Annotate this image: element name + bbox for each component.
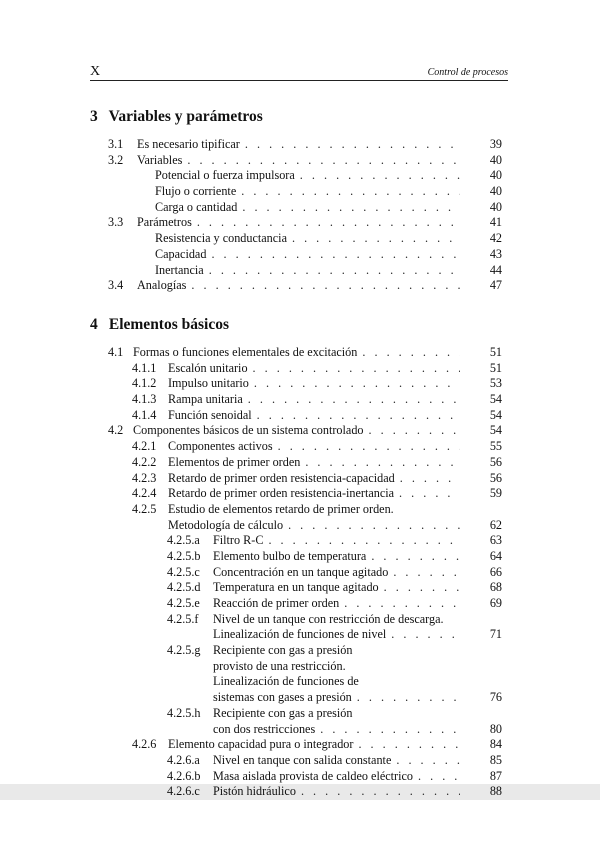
dot-leader (288, 518, 460, 534)
toc-entry-number: 4.1 (108, 345, 124, 359)
dot-leader (399, 486, 460, 502)
toc-entry-page: 47 (489, 278, 502, 293)
dot-leader (344, 596, 460, 612)
dot-leader (391, 627, 460, 643)
toc-entry (0, 596, 600, 612)
dot-leader (418, 769, 460, 785)
toc-entry-title: Nivel en tanque con salida constante (213, 752, 392, 767)
toc-entry-title: Componentes activos (168, 439, 273, 454)
toc-entry (0, 168, 600, 184)
toc-entry-number: 3.3 (108, 215, 124, 230)
toc-entry-number: 4.2.5.a (167, 533, 200, 548)
dot-leader (211, 247, 460, 263)
dot-leader (371, 549, 460, 565)
chapter-3-toc (0, 137, 600, 294)
toc-entry-title: Inertancia (155, 262, 204, 277)
toc-entry-title: Reacción de primer orden (213, 596, 340, 610)
dot-leader (241, 184, 460, 200)
toc-entry-page: 87 (489, 768, 502, 783)
toc-entry-page: 68 (489, 580, 502, 595)
toc-entry (0, 706, 600, 722)
toc-entry-number: 3.1 (108, 137, 124, 151)
toc-entry (0, 627, 600, 643)
toc-entry (0, 392, 600, 408)
toc-entry-page: 39 (489, 137, 502, 151)
toc-entry-title: Estudio de elementos retardo de primer orden. (168, 501, 394, 516)
dot-leader (257, 408, 460, 424)
toc-entry-title: Es necesario tipificar (137, 137, 240, 151)
dot-leader (320, 722, 460, 738)
toc-entry-number: 4.2.5.c (167, 564, 200, 579)
toc-entry-number: 4.2.5.b (167, 548, 201, 563)
toc-entry (0, 580, 600, 596)
toc-entry-number: 4.2.2 (132, 454, 157, 469)
toc-entry-number: 4.2.5.e (167, 596, 200, 610)
toc-entry (0, 278, 600, 294)
toc-entry-page: 59 (489, 486, 502, 501)
toc-entry-number: 4.2.3 (132, 470, 157, 485)
toc-entry (0, 549, 600, 565)
toc-entry-number: 4.2.4 (132, 486, 157, 501)
toc-entry-page: 53 (489, 376, 502, 391)
dot-leader (253, 361, 460, 377)
toc-entry-page: 66 (489, 564, 502, 579)
dot-leader (278, 439, 460, 455)
toc-entry-page: 51 (489, 360, 502, 375)
toc-entry-number: 4.1.1 (132, 360, 157, 375)
dot-leader (248, 392, 460, 408)
toc-entry (0, 345, 600, 361)
dot-leader (292, 231, 460, 247)
toc-entry-title: Analogías (137, 278, 187, 293)
toc-entry-page: 43 (489, 246, 502, 261)
toc-entry-page: 63 (489, 533, 502, 548)
dot-leader (187, 153, 460, 169)
toc-entry (0, 643, 600, 659)
toc-entry-title: con dos restricciones (213, 721, 316, 736)
toc-entry-page: 44 (489, 262, 502, 277)
toc-entry-page: 40 (489, 199, 502, 214)
dot-leader (300, 168, 460, 184)
toc-entry-title: Concentración en un tanque agitado (213, 564, 389, 579)
dot-leader (301, 784, 460, 800)
toc-entry-page: 64 (489, 548, 502, 563)
dot-leader (369, 423, 460, 439)
toc-entry-title: Resistencia y conductancia (155, 231, 287, 246)
dot-leader (400, 471, 460, 487)
toc-entry-title: sistemas con gases a presión (213, 690, 352, 705)
toc-entry-number: 4.2.6.b (167, 768, 201, 783)
toc-entry-title: Linealización de funciones de (213, 674, 359, 689)
toc-entry (0, 737, 600, 753)
dot-leader (209, 263, 460, 279)
toc-entry-number: 3.2 (108, 152, 124, 167)
toc-entry (0, 533, 600, 549)
toc-entry-title: Potencial o fuerza impulsora (155, 168, 295, 183)
toc-entry-title: Impulso unitario (168, 376, 249, 391)
toc-entry (0, 263, 600, 279)
dot-leader (384, 580, 460, 596)
toc-entry-title: Formas o funciones elementales de excitación (133, 345, 358, 359)
toc-entry-page: 55 (489, 439, 502, 454)
toc-entry (0, 565, 600, 581)
toc-entry-page: 54 (489, 423, 502, 438)
toc-entry-title: Elementos de primer orden (168, 454, 301, 469)
toc-entry-number: 3.4 (108, 278, 124, 293)
toc-entry-title: Escalón unitario (168, 360, 248, 375)
toc-entry-page: 56 (489, 470, 502, 485)
toc-entry-title: Componentes básicos de un sistema controlado (133, 423, 364, 438)
toc-entry (0, 659, 600, 675)
toc-entry-title: Pistón hidráulico (213, 784, 296, 799)
page-header (90, 60, 508, 81)
toc-entry-page: 40 (489, 168, 502, 183)
toc-entry-number: 4.1.2 (132, 376, 157, 391)
toc-entry-page: 54 (489, 407, 502, 422)
chapter-number: 3 (90, 108, 98, 125)
toc-entry (0, 408, 600, 424)
toc-entry-page: 40 (489, 184, 502, 199)
chapter-number: 4 (90, 316, 98, 333)
toc-entry (0, 215, 600, 231)
dot-leader (245, 137, 460, 153)
toc-entry-title: Masa aislada provista de caldeo eléctrico (213, 768, 413, 783)
toc-entry-title: Capacidad (155, 246, 207, 261)
toc-entry (0, 184, 600, 200)
toc-entry-title: Nivel de un tanque con restricción de descarga. (213, 611, 444, 626)
toc-entry-title: Linealización de funciones de nivel (213, 627, 387, 642)
dot-leader (393, 565, 460, 581)
toc-entry-page: 54 (489, 392, 502, 407)
toc-entry-page: 80 (489, 721, 502, 736)
toc-entry (0, 753, 600, 769)
toc-entry-page: 76 (489, 690, 502, 705)
toc-entry-page: 69 (489, 596, 502, 610)
toc-entry-number: 4.2.6.a (167, 752, 200, 767)
toc-entry-title: Rampa unitaria (168, 392, 243, 407)
toc-entry-number: 4.2.5.d (167, 580, 201, 595)
toc-entry (0, 247, 600, 263)
toc-entry-number: 4.2.6 (132, 737, 157, 752)
chapter-title-text: Variables y parámetros (108, 108, 263, 125)
toc-entry-title: Retardo de primer orden resistencia-capacidad (168, 470, 395, 485)
toc-entry-title: Función senoidal (168, 407, 252, 422)
toc-entry-number: 4.2.5.h (167, 705, 201, 720)
toc-entry-page: 51 (489, 345, 502, 359)
toc-entry (0, 455, 600, 471)
toc-entry (0, 439, 600, 455)
toc-entry-page: 88 (489, 784, 502, 799)
toc-entry (0, 784, 600, 800)
toc-entry-title: Metodología de cálculo (168, 517, 284, 532)
toc-entry-number: 4.2.5 (132, 501, 157, 516)
toc-entry-title: Carga o cantidad (155, 199, 238, 214)
toc-entry (0, 674, 600, 690)
toc-entry-title: Recipiente con gas a presión (213, 643, 353, 658)
toc-entry (0, 502, 600, 518)
toc-entry-title: Elemento bulbo de temperatura (213, 548, 367, 563)
toc-entry-page: 56 (489, 454, 502, 469)
dot-leader (254, 376, 460, 392)
dot-leader (242, 200, 460, 216)
toc-entry (0, 423, 600, 439)
toc-entry-title: Retardo de primer orden resistencia-inertancia (168, 486, 395, 501)
dot-leader (305, 455, 460, 471)
toc-entry (0, 722, 600, 738)
toc-entry (0, 137, 600, 153)
toc-entry-number: 4.2 (108, 423, 124, 438)
toc-entry (0, 486, 600, 502)
toc-entry (0, 690, 600, 706)
toc-entry-page: 84 (489, 737, 502, 752)
toc-entry (0, 376, 600, 392)
chapter-4-title (90, 316, 229, 334)
chapter-4-toc (0, 345, 600, 800)
chapter-title-text: Elementos básicos (108, 316, 229, 333)
toc-entry-title: Filtro R-C (213, 533, 264, 548)
dot-leader (191, 278, 460, 294)
toc-entry-title: Variables (137, 152, 183, 167)
toc-entry-number: 4.2.5.f (167, 611, 199, 626)
toc-entry-title: Flujo o corriente (155, 184, 237, 199)
toc-entry-title: Temperatura en un tanque agitado (213, 580, 379, 595)
running-title: Control de procesos (427, 67, 508, 78)
dot-leader (358, 737, 460, 753)
toc-entry-number: 4.1.3 (132, 392, 157, 407)
toc-entry-page: 62 (489, 517, 502, 532)
toc-entry (0, 518, 600, 534)
toc-entry-page: 85 (489, 752, 502, 767)
toc-entry-page: 42 (489, 231, 502, 246)
dot-leader (268, 533, 460, 549)
toc-entry (0, 471, 600, 487)
toc-entry-number: 4.2.5.g (167, 643, 201, 658)
toc-entry-page: 40 (489, 152, 502, 167)
dot-leader (357, 690, 460, 706)
toc-entry (0, 612, 600, 628)
toc-entry-title: Recipiente con gas a presión (213, 705, 353, 720)
toc-entry-page: 71 (489, 627, 502, 642)
toc-entry-number: 4.1.4 (132, 407, 157, 422)
dot-leader (396, 753, 460, 769)
chapter-3-title (90, 108, 263, 126)
toc-entry-number: 4.2.6.c (167, 784, 200, 799)
toc-entry (0, 769, 600, 785)
toc-entry-title: Parámetros (137, 215, 192, 230)
toc-entry (0, 231, 600, 247)
toc-entry (0, 153, 600, 169)
toc-entry-title: provisto de una restricción. (213, 658, 346, 673)
toc-entry-number: 4.2.1 (132, 439, 157, 454)
toc-entry-title: Elemento capacidad pura o integrador (168, 737, 354, 752)
toc-entry (0, 200, 600, 216)
toc-entry (0, 361, 600, 377)
dot-leader (362, 345, 460, 361)
toc-entry-page: 41 (489, 215, 502, 230)
dot-leader (197, 215, 460, 231)
page-number: X (90, 64, 101, 79)
